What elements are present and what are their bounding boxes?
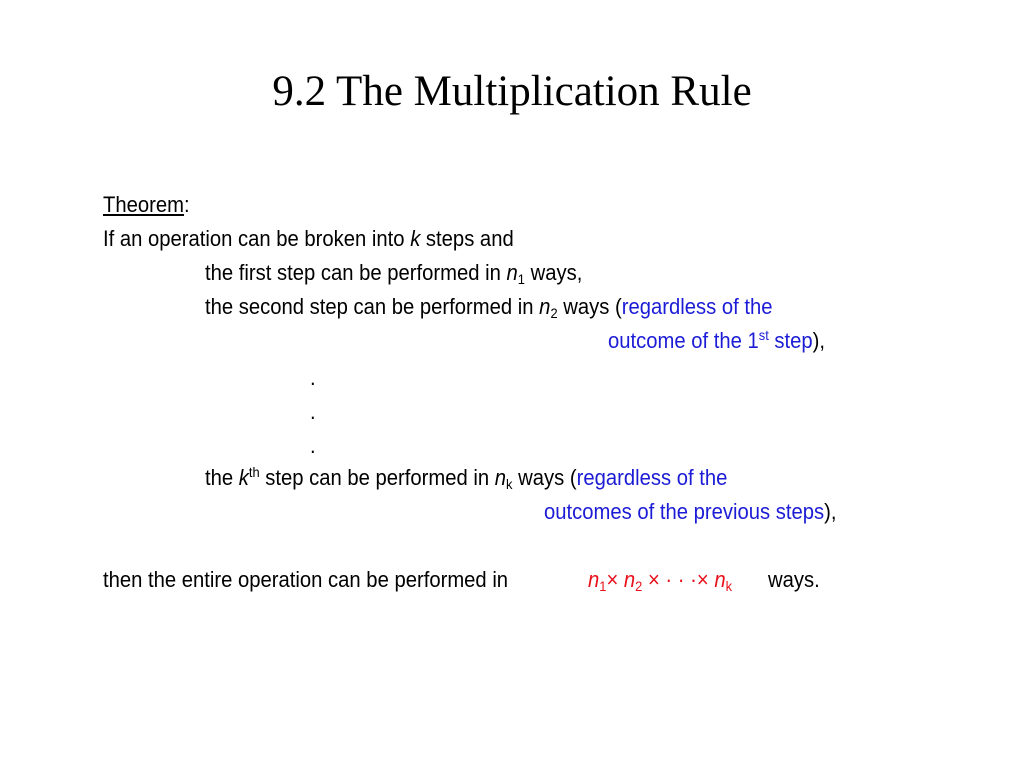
ellipsis-dot-3: .	[310, 433, 316, 458]
step-k-sub: k	[506, 476, 513, 492]
step-2-note-line	[608, 327, 825, 355]
step-k-k: k	[238, 465, 249, 490]
formula-n2-sub: 2	[635, 578, 643, 594]
step-k-note-line	[544, 498, 837, 526]
ellipsis-dot-1: .	[310, 365, 316, 390]
step-k-note: regardless of the	[576, 465, 728, 490]
step-2-note-step: step	[768, 328, 813, 353]
formula-n2: n	[623, 567, 636, 592]
step-2-ways: ways (	[557, 294, 622, 319]
ellipsis-dot-2: .	[310, 399, 316, 424]
intro-text-after: steps and	[420, 226, 514, 251]
step-k-ways: ways (	[512, 465, 577, 490]
theorem-intro	[103, 225, 514, 253]
formula-nk-sub: k	[725, 578, 733, 594]
step-k-text: step can be performed in	[259, 465, 495, 490]
formula-nk: n	[714, 567, 726, 592]
step-2-line	[205, 293, 772, 321]
step-1-text: the first step can be performed in	[205, 260, 507, 285]
conclusion-ways: ways.	[768, 567, 820, 592]
step-2-sub: 2	[550, 305, 558, 321]
step-2-note-sup: st	[758, 327, 769, 343]
step-2-note: regardless of the	[621, 294, 773, 319]
step-1-ways: ways,	[524, 260, 583, 285]
conclusion-text: then the entire operation can be performed in	[103, 567, 509, 592]
slide-title: 9.2 The Multiplication Rule	[272, 68, 752, 115]
step-k-sup: th	[248, 464, 260, 480]
theorem-heading-colon: :	[184, 192, 190, 217]
step-2-n: n	[539, 294, 551, 319]
step-k-note-cont: outcomes of the previous steps	[544, 499, 825, 524]
step-1-sub: 1	[517, 271, 525, 287]
formula-n1-sub: 1	[599, 578, 607, 594]
step-2-text: the second step can be performed in	[205, 294, 540, 319]
step-1-n: n	[506, 260, 518, 285]
step-k-n: n	[494, 465, 507, 490]
step-k-close: ),	[824, 499, 837, 524]
theorem-heading-line	[103, 191, 190, 219]
intro-k: k	[410, 226, 421, 251]
intro-text: If an operation can be broken into	[103, 226, 411, 251]
step-1-line	[205, 259, 582, 287]
step-k-line	[205, 464, 727, 492]
conclusion-formula	[588, 566, 732, 594]
step-k-the: the	[205, 465, 239, 490]
formula-n1: n	[588, 567, 600, 592]
theorem-heading: Theorem	[103, 192, 185, 217]
formula-times-2: × · · ·×	[642, 567, 715, 592]
step-2-close: ),	[812, 328, 826, 353]
formula-times-1: ×	[606, 567, 624, 592]
step-2-note-cont: outcome of the 1	[608, 328, 759, 353]
